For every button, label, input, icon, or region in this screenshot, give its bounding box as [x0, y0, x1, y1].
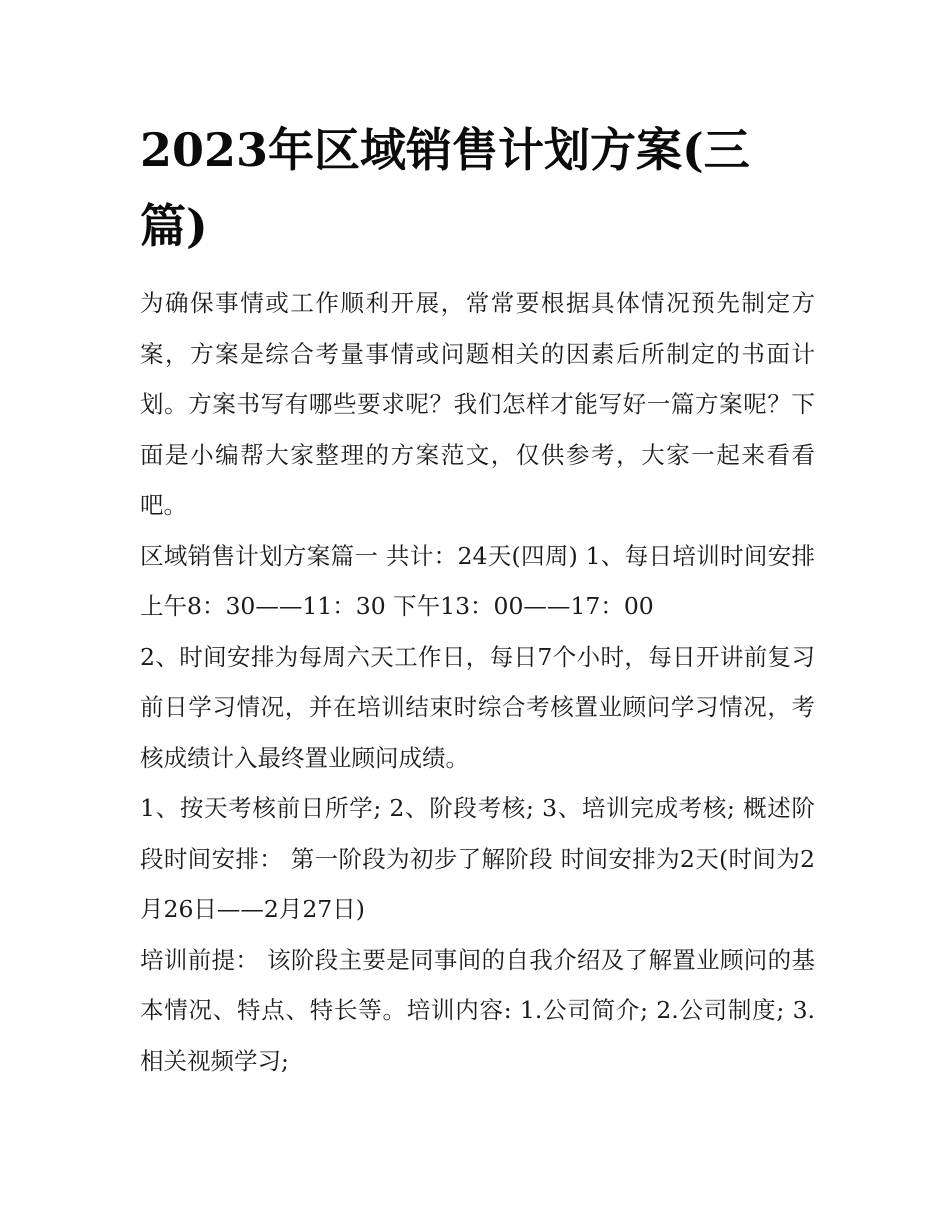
- assessment-paragraph: 1、按天考核前日所学; 2、阶段考核; 3、培训完成考核; 概述阶段时间安排： 第一阶段为初步了解阶段 时间安排为2天(时间为2月26日——2月27日): [140, 794, 815, 923]
- time-arrangement-paragraph: 2、时间安排为每周六天工作日，每日7个小时，每日开讲前复习前日学习情况，并在培训结束时综合考核置业顾问学习情况，考核成绩计入最终置业顾问成绩。: [140, 642, 815, 772]
- intro-paragraph: 为确保事情或工作顺利开展，常常要根据具体情况预先制定方案，方案是综合考量事情或问题相关的因素后所制定的书面计划。方案书写有哪些要求呢？我们怎样才能写好一篇方案呢？下面是小编帮大家整理的方案范文，仅供参考，大家一起来看看吧。: [140, 289, 815, 519]
- training-premise-paragraph: 培训前提： 该阶段主要是同事间的自我介绍及了解置业顾问的基本情况、特点、特长等。培训内容: 1.公司简介; 2.公司制度; 3.相关视频学习;: [140, 945, 815, 1075]
- document-title: 2023年区域销售计划方案(三篇): [140, 123, 750, 253]
- document-page: [140, 112, 815, 1086]
- schedule-paragraph: 区域销售计划方案篇一 共计：24天(四周) 1、每日培训时间安排上午8：30——11：30 下午13：00——17：00: [140, 541, 815, 620]
